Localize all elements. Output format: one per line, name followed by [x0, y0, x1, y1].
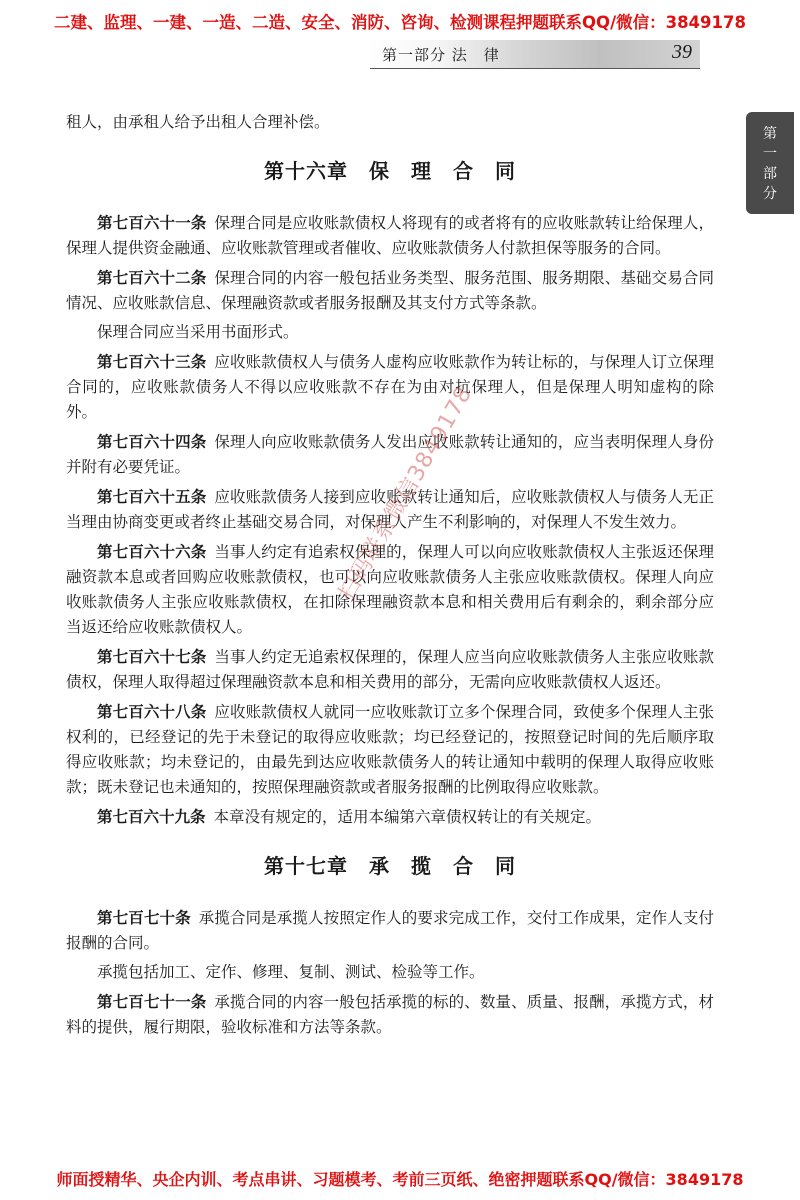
- carryover-text: 租人，由承租人给予出租人合理补偿。: [66, 113, 330, 131]
- top-ad-banner: 二建、监理、一建、一造、二造、安全、消防、咨询、检测课程押题联系QQ/微信：3849178: [54, 13, 746, 32]
- article-paragraph: [66, 699, 714, 800]
- page-body: [66, 110, 714, 1044]
- article-text: 保理合同应当采用书面形式。: [97, 323, 299, 341]
- diagonal-watermark: 扫码联系微信3849178: [334, 382, 478, 605]
- article-paragraph: [66, 960, 714, 985]
- side-tab-char: 部: [763, 166, 777, 182]
- article-number: 第七百六十二条: [97, 268, 207, 287]
- article-paragraph: [66, 804, 714, 830]
- article-paragraph: [66, 905, 714, 956]
- article-paragraph: [66, 539, 714, 640]
- article-text: 承揽包括加工、定作、修理、复制、测试、检验等工作。: [97, 963, 485, 981]
- article-text: 应收账款债权人与债务人虚构应收账款作为转让标的，与保理人订立保理合同的，应收账款债务人不得以应收账款不存在为由对抗保理人，但是保理人明知虚构的除外。: [66, 353, 714, 421]
- page-number: 39: [672, 41, 692, 63]
- article-text: 应收账款债权人就同一应收账款订立多个保理合同，致使多个保理人主张权利的，已经登记的先于未登记的取得应收账款；均已经登记的，按照登记时间的先后顺序取得应收账款；均未登记的，由最先到达应收账款债务人的转让通知中载明的保理人取得应收账款；既未登记也未通知的，按照保理融资款或者服务报酬的比例取得应收账款。: [66, 703, 714, 796]
- side-tab-char: 第: [763, 126, 777, 142]
- article-paragraph: [66, 320, 714, 345]
- article-text: 本章没有规定的，适用本编第六章债权转让的有关规定。: [213, 808, 602, 826]
- article-number: 第七百六十一条: [97, 213, 207, 232]
- article-number: 第七百六十九条: [97, 807, 206, 826]
- article-paragraph: [66, 210, 714, 261]
- article-paragraph: [66, 644, 714, 695]
- article-paragraph: [66, 989, 714, 1040]
- running-header: [370, 40, 700, 69]
- article-number: 第七百七十条: [97, 908, 191, 927]
- article-text: 保理合同的内容一般包括业务类型、服务范围、服务期限、基础交易合同情况、应收账款信息、保理融资款或者服务报酬及其支付方式等条款。: [66, 269, 714, 312]
- side-tab-char: 一: [763, 146, 777, 162]
- article-number: 第七百六十五条: [97, 487, 207, 506]
- article-number: 第七百七十一条: [97, 992, 207, 1011]
- article-text: 承揽合同是承揽人按照定作人的要求完成工作，交付工作成果，定作人支付报酬的合同。: [66, 909, 714, 952]
- header-part-label: 第一部分 法 律: [382, 46, 500, 64]
- side-tab-char: 分: [763, 186, 777, 202]
- part-side-tab: [746, 112, 794, 214]
- article-text: 保理人向应收账款债务人发出应收账款转让通知的，应当表明保理人身份并附有必要凭证。: [66, 433, 714, 476]
- article-number: 第七百六十七条: [97, 647, 207, 666]
- article-paragraph: [66, 429, 714, 480]
- chapter-title: 第十六章 保 理 合 同: [264, 159, 516, 183]
- article-text: 保理合同是应收账款债权人将现有的或者将有的应收账款转让给保理人，保理人提供资金融通、应收账款管理或者催收、应收账款债务人付款担保等服务的合同。: [66, 214, 714, 257]
- article-number: 第七百六十三条: [97, 352, 207, 371]
- article-text: 当事人约定有追索权保理的，保理人可以向应收账款债权人主张返还保理融资款本息或者回购应收账款债权，也可以向应收账款债务人主张应收账款债权。保理人向应收账款债务人主张应收账款债权，在扣除保理融资款本息和相关费用后有剩余的，剩余部分应当返还给应收账款债权人。: [66, 543, 714, 636]
- article-text: 当事人约定无追索权保理的，保理人应当向应收账款债务人主张应收账款债权，保理人取得超过保理融资款本息和相关费用的部分，无需向应收账款债权人返还。: [66, 648, 714, 691]
- article-paragraph: [66, 265, 714, 316]
- article-number: 第七百六十八条: [97, 702, 207, 721]
- article-number: 第七百六十四条: [97, 432, 207, 451]
- article-number: 第七百六十六条: [97, 542, 207, 561]
- bottom-ad-banner: 师面授精华、央企内训、考点串讲、习题模考、考前三页纸、绝密押题联系QQ/微信：3849178: [56, 1170, 744, 1189]
- article-text: 承揽合同的内容一般包括承揽的标的、数量、质量、报酬，承揽方式，材料的提供，履行期限，验收标准和方法等条款。: [66, 993, 714, 1036]
- article-paragraph: [66, 349, 714, 425]
- chapter-title: 第十七章 承 揽 合 同: [264, 854, 516, 878]
- article-text: 应收账款债务人接到应收账款转让通知后，应收账款债权人与债务人无正当理由协商变更或者终止基础交易合同，对保理人产生不利影响的，对保理人不发生效力。: [66, 488, 714, 531]
